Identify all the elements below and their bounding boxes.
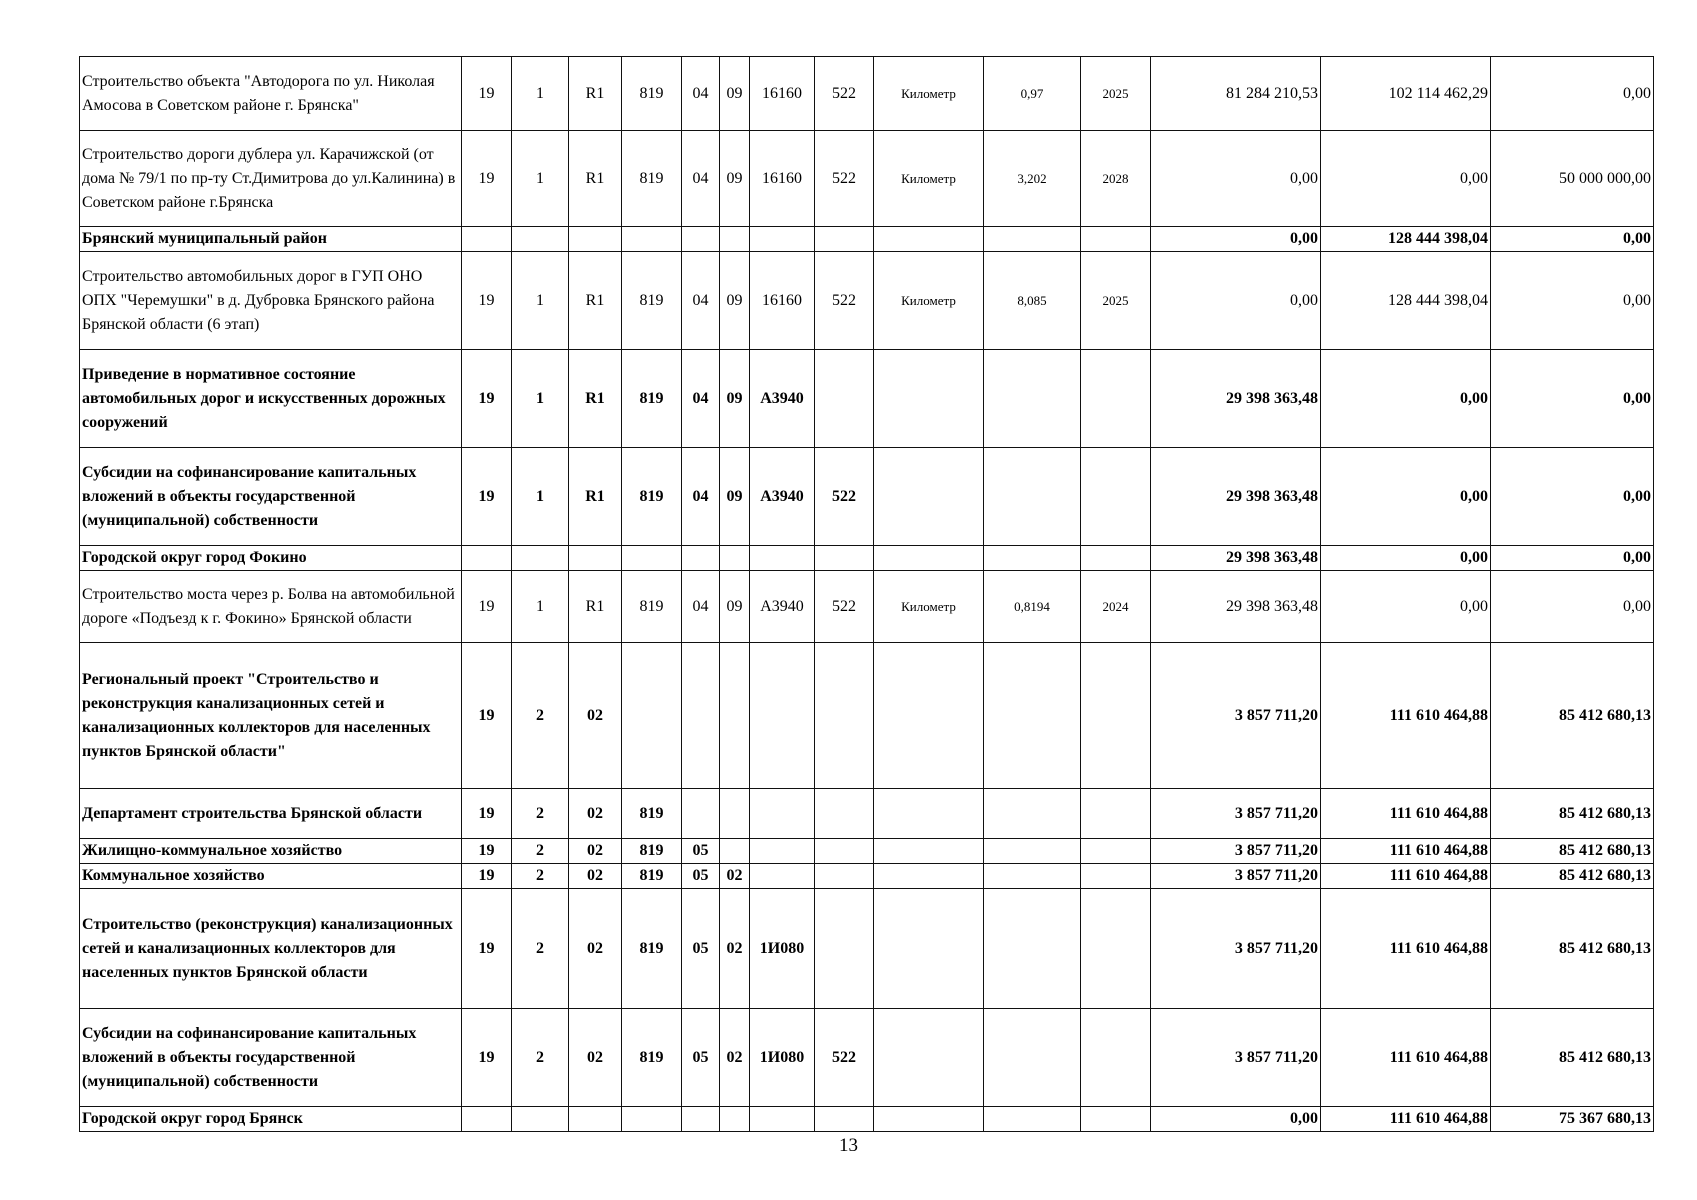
amount-year1-cell: 29 398 363,48	[1151, 448, 1321, 546]
year-cell	[1081, 448, 1151, 546]
amount-year2-cell: 111 610 464,88	[1321, 864, 1491, 889]
year-cell: 2024	[1081, 571, 1151, 643]
program-code-cell: 19	[462, 789, 512, 839]
direction-code-cell	[750, 864, 815, 889]
table-row	[80, 789, 1654, 839]
project-code-cell: 02	[569, 643, 622, 789]
subprogram-code-cell: 2	[512, 643, 569, 789]
unit-cell	[874, 546, 984, 571]
year-cell	[1081, 227, 1151, 252]
ministry-code-cell: 819	[622, 448, 682, 546]
expense-type-cell	[815, 1107, 874, 1132]
expense-type-cell	[815, 839, 874, 864]
ministry-code-cell: 819	[622, 57, 682, 131]
amount-year3-cell: 0,00	[1491, 350, 1654, 448]
year-cell: 2028	[1081, 131, 1151, 227]
ministry-code-cell: 819	[622, 350, 682, 448]
ministry-code-cell: 819	[622, 889, 682, 1009]
table-row	[80, 448, 1654, 546]
year-cell	[1081, 889, 1151, 1009]
section-code-cell	[682, 643, 720, 789]
amount-year3-cell: 75 367 680,13	[1491, 1107, 1654, 1132]
subprogram-code-cell: 2	[512, 864, 569, 889]
amount-year3-cell: 0,00	[1491, 57, 1654, 131]
program-code-cell: 19	[462, 571, 512, 643]
capacity-cell	[984, 839, 1081, 864]
year-cell	[1081, 839, 1151, 864]
row-name-cell: Строительство автомобильных дорог в ГУП ОНО ОПХ "Черемушки" в д. Дубровка Брянского района Брянской области (6 этап)	[80, 252, 462, 350]
section-code-cell: 04	[682, 350, 720, 448]
program-code-cell: 19	[462, 889, 512, 1009]
page-number: 13	[839, 1135, 858, 1156]
expense-type-cell	[815, 643, 874, 789]
amount-year1-cell: 29 398 363,48	[1151, 546, 1321, 571]
table-row	[80, 1009, 1654, 1107]
subsection-code-cell	[720, 789, 750, 839]
project-code-cell: 02	[569, 789, 622, 839]
table-row	[80, 546, 1654, 571]
section-code-cell: 04	[682, 448, 720, 546]
subprogram-code-cell: 1	[512, 131, 569, 227]
expense-type-cell	[815, 350, 874, 448]
capacity-cell	[984, 1009, 1081, 1107]
amount-year2-cell: 0,00	[1321, 546, 1491, 571]
subsection-code-cell	[720, 839, 750, 864]
ministry-code-cell: 819	[622, 131, 682, 227]
table-row	[80, 839, 1654, 864]
unit-cell	[874, 789, 984, 839]
expense-type-cell	[815, 227, 874, 252]
expense-type-cell	[815, 889, 874, 1009]
project-code-cell: R1	[569, 57, 622, 131]
year-cell	[1081, 864, 1151, 889]
program-code-cell: 19	[462, 252, 512, 350]
subprogram-code-cell: 2	[512, 1009, 569, 1107]
subsection-code-cell: 09	[720, 350, 750, 448]
amount-year2-cell: 111 610 464,88	[1321, 1107, 1491, 1132]
project-code-cell: R1	[569, 571, 622, 643]
subsection-code-cell: 09	[720, 252, 750, 350]
capacity-cell: 0,8194	[984, 571, 1081, 643]
table-row	[80, 643, 1654, 789]
subsection-code-cell	[720, 546, 750, 571]
section-code-cell	[682, 546, 720, 571]
ministry-code-cell	[622, 643, 682, 789]
amount-year1-cell: 0,00	[1151, 1107, 1321, 1132]
unit-cell: Километр	[874, 252, 984, 350]
subsection-code-cell: 02	[720, 1009, 750, 1107]
section-code-cell: 04	[682, 252, 720, 350]
project-code-cell: R1	[569, 448, 622, 546]
table-row	[80, 252, 1654, 350]
row-name-cell: Жилищно-коммунальное хозяйство	[80, 839, 462, 864]
amount-year3-cell: 0,00	[1491, 227, 1654, 252]
subprogram-code-cell	[512, 227, 569, 252]
direction-code-cell	[750, 789, 815, 839]
section-code-cell	[682, 227, 720, 252]
amount-year2-cell: 0,00	[1321, 448, 1491, 546]
row-name-cell: Субсидии на софинансирование капитальных вложений в объекты государственной (муниципальной) собственности	[80, 1009, 462, 1107]
amount-year3-cell: 85 412 680,13	[1491, 789, 1654, 839]
direction-code-cell	[750, 546, 815, 571]
program-code-cell: 19	[462, 448, 512, 546]
unit-cell: Километр	[874, 57, 984, 131]
table-row	[80, 864, 1654, 889]
subsection-code-cell	[720, 1107, 750, 1132]
subsection-code-cell: 09	[720, 131, 750, 227]
subsection-code-cell: 09	[720, 571, 750, 643]
capacity-cell	[984, 789, 1081, 839]
direction-code-cell: 1И080	[750, 889, 815, 1009]
program-code-cell	[462, 227, 512, 252]
amount-year1-cell: 29 398 363,48	[1151, 571, 1321, 643]
row-name-cell: Коммунальное хозяйство	[80, 864, 462, 889]
capacity-cell	[984, 643, 1081, 789]
amount-year3-cell: 50 000 000,00	[1491, 131, 1654, 227]
expense-type-cell	[815, 864, 874, 889]
unit-cell	[874, 643, 984, 789]
project-code-cell	[569, 1107, 622, 1132]
subsection-code-cell: 09	[720, 57, 750, 131]
subsection-code-cell	[720, 227, 750, 252]
ministry-code-cell	[622, 1107, 682, 1132]
amount-year1-cell: 3 857 711,20	[1151, 889, 1321, 1009]
expense-type-cell	[815, 546, 874, 571]
amount-year2-cell: 111 610 464,88	[1321, 839, 1491, 864]
subsection-code-cell: 02	[720, 864, 750, 889]
row-name-cell: Департамент строительства Брянской области	[80, 789, 462, 839]
direction-code-cell: А3940	[750, 571, 815, 643]
amount-year3-cell: 85 412 680,13	[1491, 864, 1654, 889]
amount-year3-cell: 85 412 680,13	[1491, 839, 1654, 864]
subprogram-code-cell	[512, 546, 569, 571]
unit-cell	[874, 227, 984, 252]
amount-year3-cell: 85 412 680,13	[1491, 643, 1654, 789]
direction-code-cell	[750, 643, 815, 789]
amount-year1-cell: 29 398 363,48	[1151, 350, 1321, 448]
budget-table-container	[79, 56, 1654, 1132]
amount-year1-cell: 3 857 711,20	[1151, 864, 1321, 889]
expense-type-cell: 522	[815, 131, 874, 227]
capacity-cell: 0,97	[984, 57, 1081, 131]
section-code-cell: 05	[682, 864, 720, 889]
row-name-cell: Строительство дороги дублера ул. Карачижской (от дома № 79/1 по пр-ту Ст.Димитрова до ул.Калинина) в Советском районе г.Брянска	[80, 131, 462, 227]
subsection-code-cell: 09	[720, 448, 750, 546]
amount-year2-cell: 111 610 464,88	[1321, 789, 1491, 839]
amount-year1-cell: 81 284 210,53	[1151, 57, 1321, 131]
project-code-cell: 02	[569, 1009, 622, 1107]
table-row	[80, 350, 1654, 448]
subprogram-code-cell: 1	[512, 448, 569, 546]
amount-year2-cell: 111 610 464,88	[1321, 643, 1491, 789]
capacity-cell	[984, 864, 1081, 889]
amount-year3-cell: 85 412 680,13	[1491, 889, 1654, 1009]
capacity-cell	[984, 1107, 1081, 1132]
subprogram-code-cell: 2	[512, 889, 569, 1009]
program-code-cell: 19	[462, 643, 512, 789]
expense-type-cell: 522	[815, 571, 874, 643]
amount-year2-cell: 0,00	[1321, 571, 1491, 643]
ministry-code-cell: 819	[622, 1009, 682, 1107]
ministry-code-cell: 819	[622, 839, 682, 864]
section-code-cell: 05	[682, 1009, 720, 1107]
section-code-cell	[682, 1107, 720, 1132]
subprogram-code-cell: 1	[512, 571, 569, 643]
program-code-cell	[462, 546, 512, 571]
subprogram-code-cell: 2	[512, 789, 569, 839]
subprogram-code-cell: 1	[512, 57, 569, 131]
amount-year2-cell: 102 114 462,29	[1321, 57, 1491, 131]
unit-cell	[874, 864, 984, 889]
unit-cell	[874, 839, 984, 864]
row-name-cell: Строительство объекта "Автодорога по ул. Николая Амосова в Советском районе г. Брянска"	[80, 57, 462, 131]
amount-year1-cell: 0,00	[1151, 227, 1321, 252]
program-code-cell: 19	[462, 57, 512, 131]
capacity-cell	[984, 448, 1081, 546]
section-code-cell: 04	[682, 57, 720, 131]
section-code-cell	[682, 789, 720, 839]
table-row	[80, 131, 1654, 227]
capacity-cell: 3,202	[984, 131, 1081, 227]
amount-year1-cell: 0,00	[1151, 252, 1321, 350]
unit-cell	[874, 1009, 984, 1107]
program-code-cell: 19	[462, 839, 512, 864]
unit-cell	[874, 350, 984, 448]
expense-type-cell: 522	[815, 1009, 874, 1107]
amount-year2-cell: 111 610 464,88	[1321, 1009, 1491, 1107]
amount-year2-cell: 128 444 398,04	[1321, 227, 1491, 252]
program-code-cell: 19	[462, 864, 512, 889]
capacity-cell: 8,085	[984, 252, 1081, 350]
amount-year1-cell: 3 857 711,20	[1151, 1009, 1321, 1107]
program-code-cell	[462, 1107, 512, 1132]
project-code-cell: 02	[569, 889, 622, 1009]
project-code-cell: 02	[569, 864, 622, 889]
row-name-cell: Брянский муниципальный район	[80, 227, 462, 252]
amount-year3-cell: 0,00	[1491, 252, 1654, 350]
row-name-cell: Субсидии на софинансирование капитальных вложений в объекты государственной (муниципальной) собственности	[80, 448, 462, 546]
amount-year2-cell: 0,00	[1321, 131, 1491, 227]
direction-code-cell: А3940	[750, 350, 815, 448]
unit-cell: Километр	[874, 131, 984, 227]
row-name-cell: Городской округ город Брянск	[80, 1107, 462, 1132]
program-code-cell: 19	[462, 131, 512, 227]
expense-type-cell	[815, 789, 874, 839]
row-name-cell: Городской округ город Фокино	[80, 546, 462, 571]
section-code-cell: 04	[682, 571, 720, 643]
section-code-cell: 05	[682, 889, 720, 1009]
unit-cell	[874, 1107, 984, 1132]
unit-cell	[874, 448, 984, 546]
budget-table-body	[80, 57, 1654, 1132]
year-cell: 2025	[1081, 252, 1151, 350]
row-name-cell: Приведение в нормативное состояние автомобильных дорог и искусственных дорожных сооружений	[80, 350, 462, 448]
ministry-code-cell	[622, 227, 682, 252]
direction-code-cell	[750, 227, 815, 252]
expense-type-cell: 522	[815, 57, 874, 131]
amount-year3-cell: 0,00	[1491, 546, 1654, 571]
table-row	[80, 227, 1654, 252]
program-code-cell: 19	[462, 350, 512, 448]
ministry-code-cell: 819	[622, 789, 682, 839]
year-cell	[1081, 643, 1151, 789]
table-row	[80, 57, 1654, 131]
amount-year1-cell: 3 857 711,20	[1151, 839, 1321, 864]
project-code-cell: R1	[569, 131, 622, 227]
direction-code-cell: 16160	[750, 131, 815, 227]
budget-table	[79, 56, 1654, 1132]
amount-year2-cell: 0,00	[1321, 350, 1491, 448]
capacity-cell	[984, 889, 1081, 1009]
capacity-cell	[984, 227, 1081, 252]
row-name-cell: Региональный проект "Строительство и реконструкция канализационных сетей и канализационных коллекторов для населенных пунктов Брянской области"	[80, 643, 462, 789]
project-code-cell	[569, 227, 622, 252]
amount-year3-cell: 0,00	[1491, 571, 1654, 643]
subsection-code-cell	[720, 643, 750, 789]
direction-code-cell: 16160	[750, 57, 815, 131]
year-cell	[1081, 1107, 1151, 1132]
capacity-cell	[984, 546, 1081, 571]
amount-year3-cell: 85 412 680,13	[1491, 1009, 1654, 1107]
project-code-cell	[569, 546, 622, 571]
year-cell	[1081, 1009, 1151, 1107]
amount-year3-cell: 0,00	[1491, 448, 1654, 546]
ministry-code-cell	[622, 546, 682, 571]
amount-year2-cell: 128 444 398,04	[1321, 252, 1491, 350]
amount-year2-cell: 111 610 464,88	[1321, 889, 1491, 1009]
expense-type-cell: 522	[815, 252, 874, 350]
subprogram-code-cell	[512, 1107, 569, 1132]
direction-code-cell	[750, 839, 815, 864]
year-cell	[1081, 789, 1151, 839]
amount-year1-cell: 3 857 711,20	[1151, 789, 1321, 839]
project-code-cell: 02	[569, 839, 622, 864]
program-code-cell: 19	[462, 1009, 512, 1107]
subsection-code-cell: 02	[720, 889, 750, 1009]
project-code-cell: R1	[569, 252, 622, 350]
subprogram-code-cell: 1	[512, 252, 569, 350]
section-code-cell: 04	[682, 131, 720, 227]
subprogram-code-cell: 2	[512, 839, 569, 864]
ministry-code-cell: 819	[622, 252, 682, 350]
row-name-cell: Строительство моста через р. Болва на автомобильной дороге «Подъезд к г. Фокино» Брянской области	[80, 571, 462, 643]
row-name-cell: Строительство (реконструкция) канализационных сетей и канализационных коллекторов для населенных пунктов Брянской области	[80, 889, 462, 1009]
direction-code-cell: 1И080	[750, 1009, 815, 1107]
year-cell	[1081, 546, 1151, 571]
year-cell	[1081, 350, 1151, 448]
ministry-code-cell: 819	[622, 571, 682, 643]
year-cell: 2025	[1081, 57, 1151, 131]
table-row	[80, 889, 1654, 1009]
direction-code-cell	[750, 1107, 815, 1132]
ministry-code-cell: 819	[622, 864, 682, 889]
direction-code-cell: А3940	[750, 448, 815, 546]
subprogram-code-cell: 1	[512, 350, 569, 448]
unit-cell: Километр	[874, 571, 984, 643]
table-row	[80, 571, 1654, 643]
expense-type-cell: 522	[815, 448, 874, 546]
direction-code-cell: 16160	[750, 252, 815, 350]
amount-year1-cell: 3 857 711,20	[1151, 643, 1321, 789]
unit-cell	[874, 889, 984, 1009]
amount-year1-cell: 0,00	[1151, 131, 1321, 227]
project-code-cell: R1	[569, 350, 622, 448]
section-code-cell: 05	[682, 839, 720, 864]
capacity-cell	[984, 350, 1081, 448]
table-row	[80, 1107, 1654, 1132]
